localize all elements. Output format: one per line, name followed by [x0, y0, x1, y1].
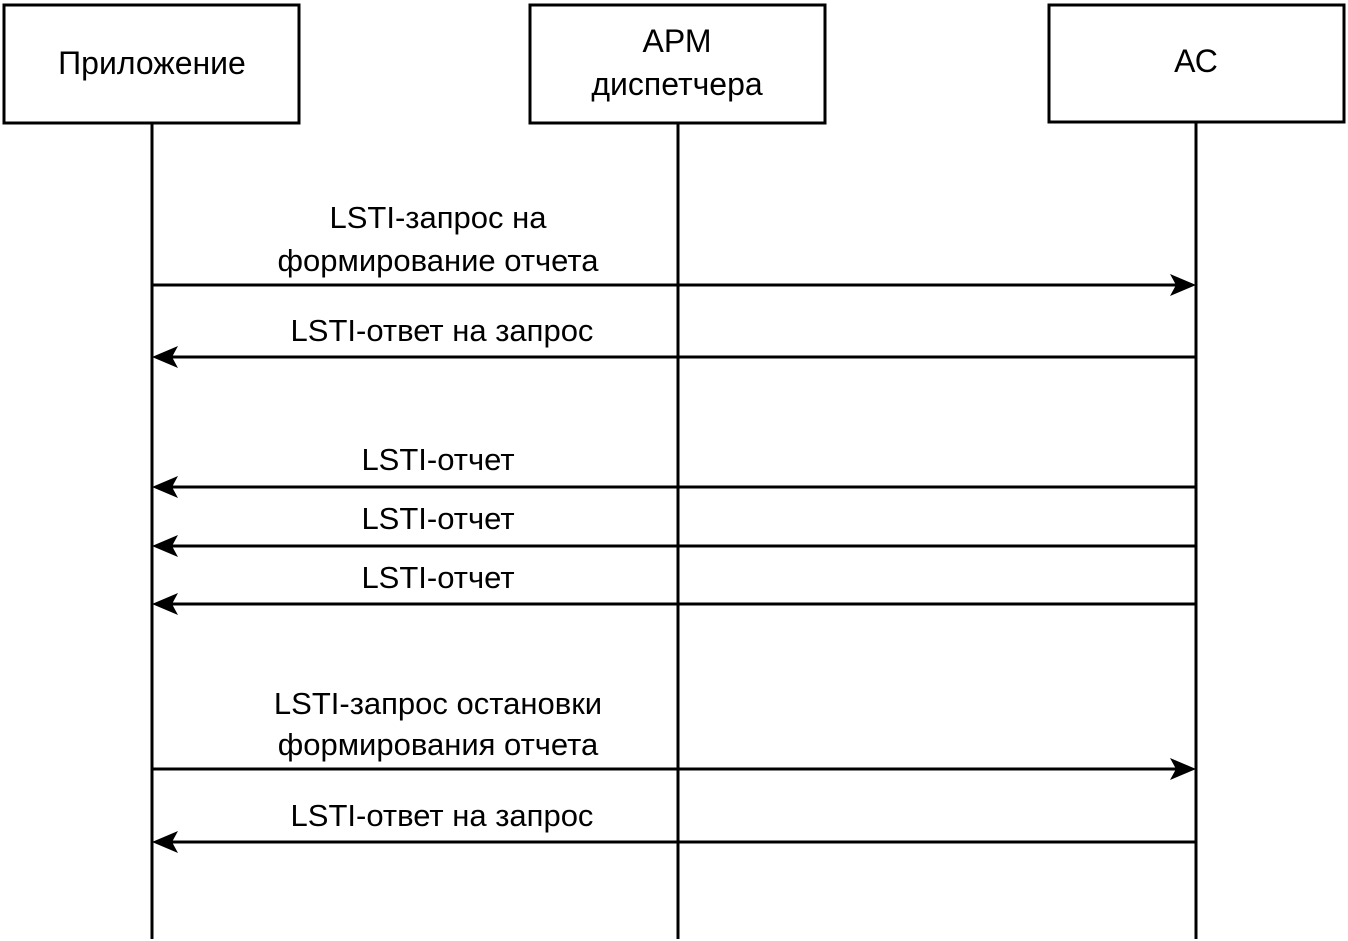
message-6-label-line-1: LSTI-запрос остановки [273, 686, 603, 721]
message-7 [152, 798, 1196, 853]
message-4-label: LSTI-отчет [361, 501, 515, 536]
message-3 [152, 442, 1196, 498]
message-6-label-line-2: формирования отчета [277, 727, 599, 762]
actor-arm [530, 5, 825, 123]
message-2-label: LSTI-ответ на запрос [290, 313, 594, 348]
message-1 [152, 200, 1196, 296]
actor-as [1049, 5, 1344, 122]
message-5-label: LSTI-отчет [361, 560, 515, 595]
message-4 [152, 501, 1196, 557]
actor-app-label: Приложение [58, 45, 246, 81]
message-7-label: LSTI-ответ на запрос [290, 798, 594, 833]
actor-app [4, 5, 299, 123]
actor-arm-label-line-1: АРМ [642, 23, 712, 59]
message-1-label-line-2: формирование отчета [277, 243, 599, 278]
message-3-label: LSTI-отчет [361, 442, 515, 477]
message-6 [152, 686, 1196, 780]
message-1-label-line-1: LSTI-запрос на [329, 200, 547, 235]
message-2 [152, 313, 1196, 368]
actor-arm-label-line-2: диспетчера [591, 66, 763, 102]
actor-as-label: АС [1174, 43, 1218, 79]
message-5 [152, 560, 1196, 615]
